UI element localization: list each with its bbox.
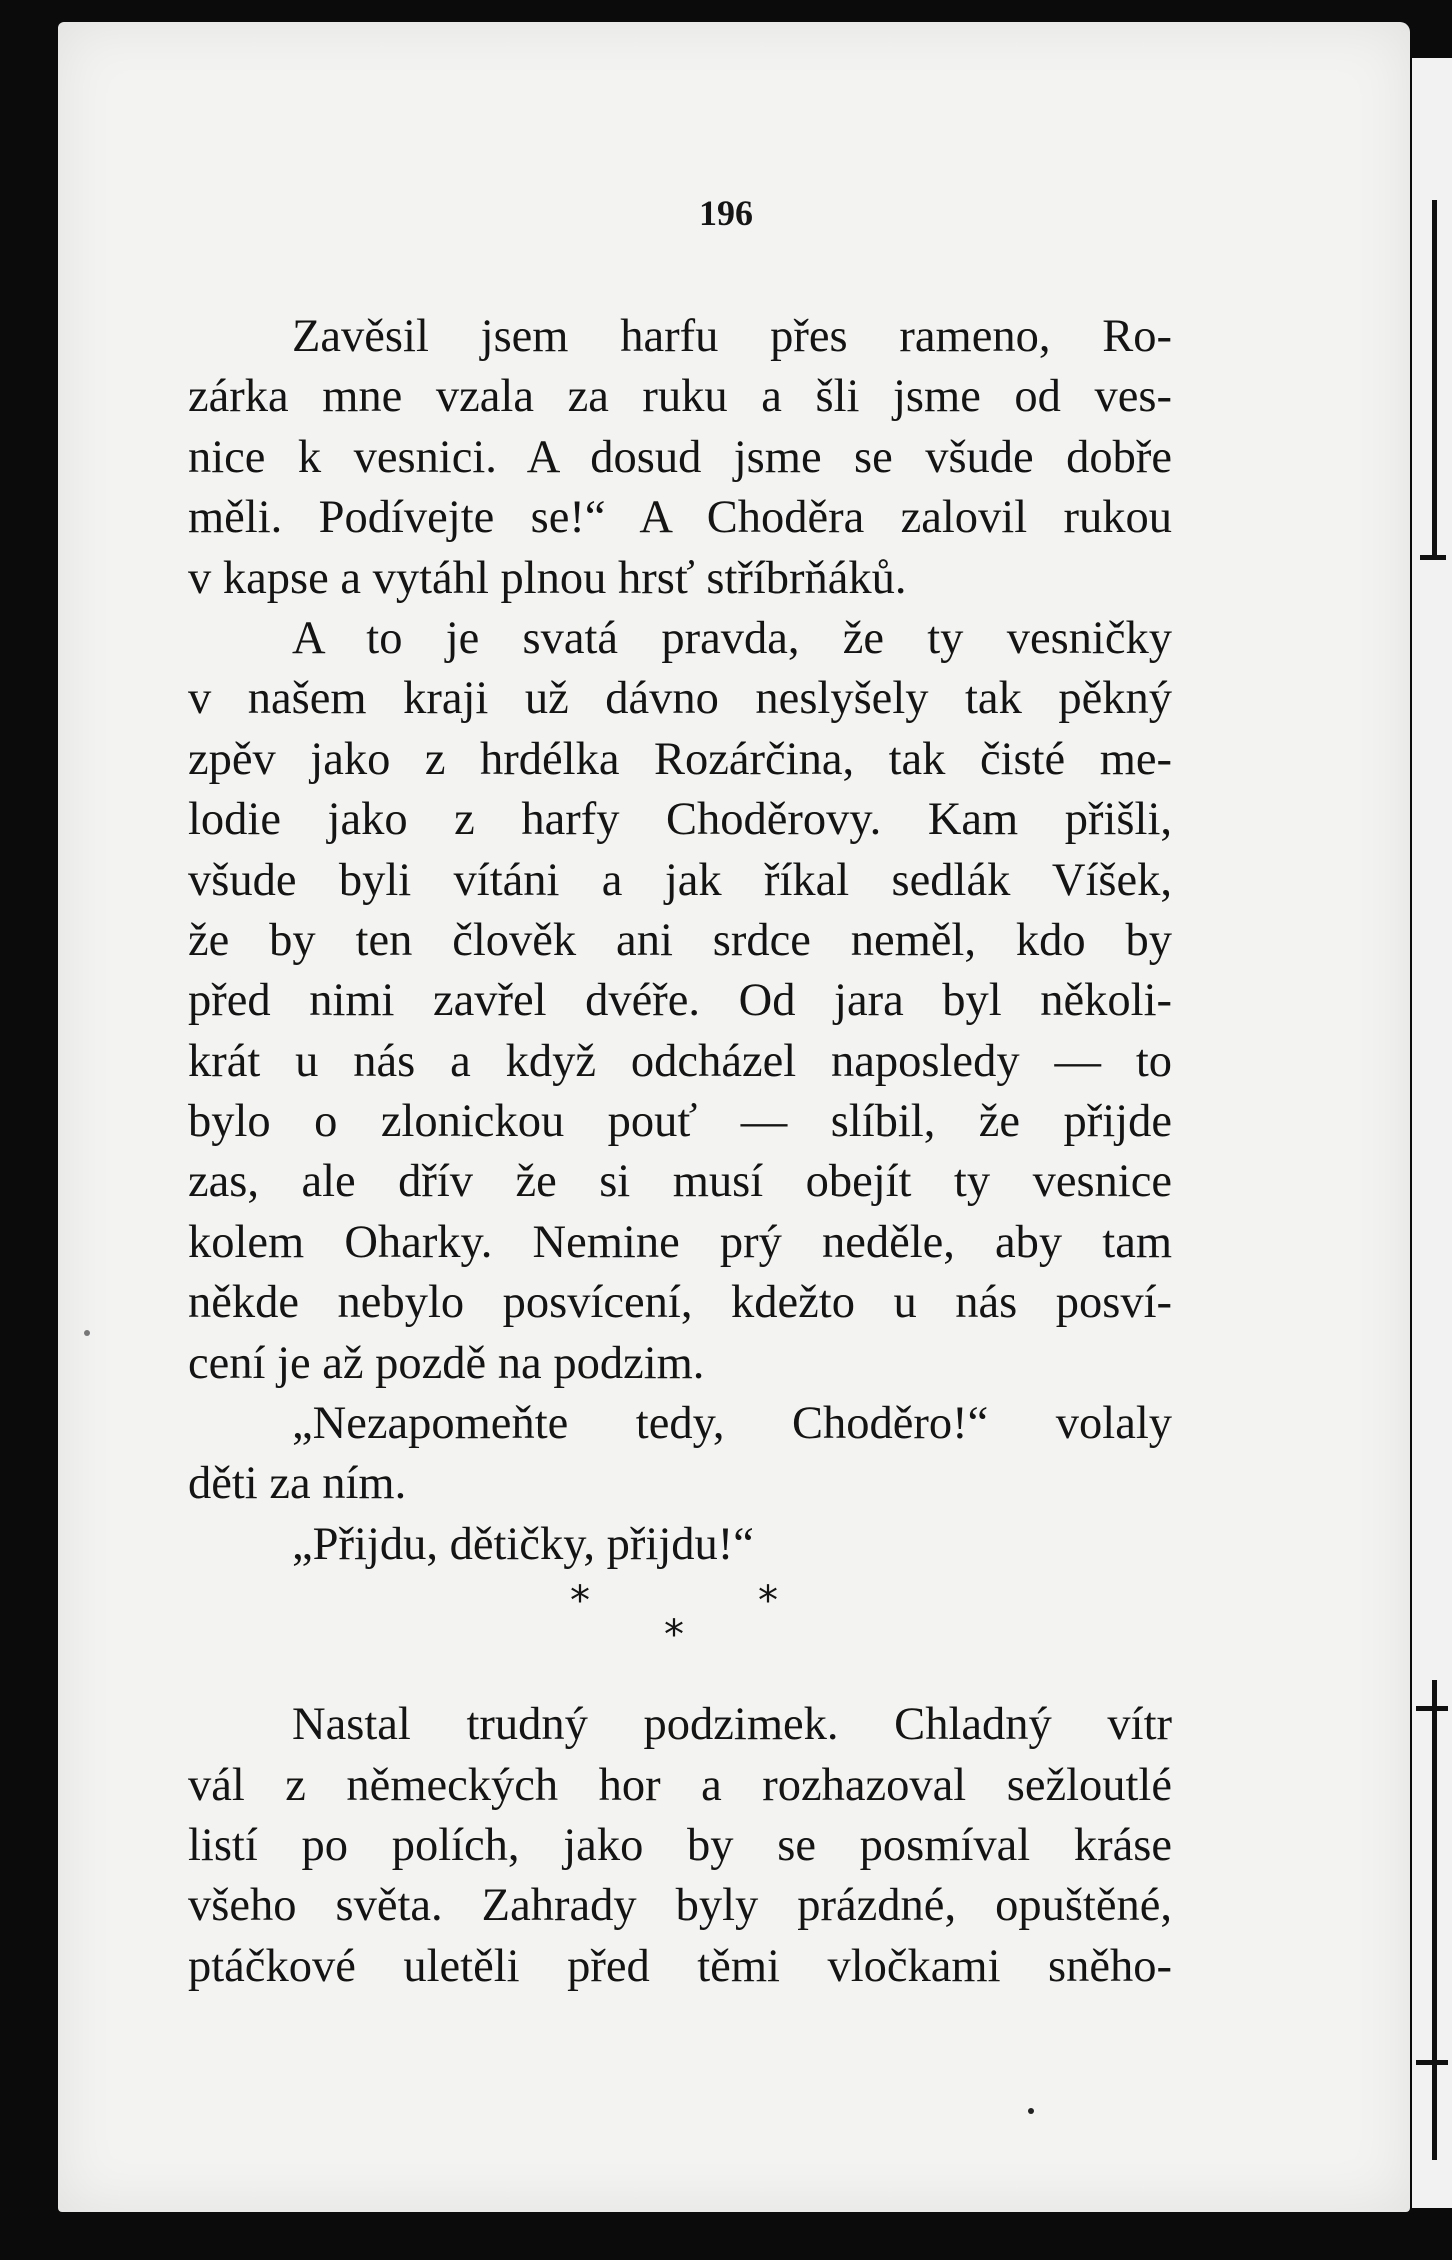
text-line: Nastal trudný podzimek. Chladný vítr xyxy=(292,1699,1172,1751)
separator-asterisk: * xyxy=(758,1578,778,1625)
text-line: nice k vesnici. A dosud jsme se všude dobře xyxy=(188,431,1172,483)
text-line: A to je svatá pravda, že ty vesničky xyxy=(292,612,1172,664)
text-line: bylo o zlonickou pouť — slíbil, že přijde xyxy=(188,1096,1172,1148)
text-line: zas, ale dřív že si musí obejít ty vesnice xyxy=(188,1156,1172,1208)
text-line: zpěv jako z hrdélka Rozárčina, tak čisté me- xyxy=(188,733,1172,785)
text-line: kolem Oharky. Nemine prý neděle, aby tam xyxy=(188,1216,1172,1268)
section-separator xyxy=(188,1575,1172,1695)
text-line: „Přijdu, dětičky, přijdu!“ xyxy=(292,1518,754,1570)
text-line: děti za ním. xyxy=(188,1458,407,1510)
text-line: krát u nás a když odcházel naposledy — to xyxy=(188,1035,1172,1087)
text-line: ptáčkové uletěli před těmi vločkami sněho- xyxy=(188,1940,1172,1992)
paper-speck xyxy=(1028,2108,1034,2114)
text-line: měli. Podívejte se!“ A Choděra zalovil rukou xyxy=(188,492,1172,544)
text-line: „Nezapomeňte tedy, Choděro!“ volaly xyxy=(292,1398,1172,1450)
text-line: vál z německých hor a rozhazoval sežloutlé xyxy=(188,1759,1172,1811)
text-line: někde nebylo posvícení, kdežto u nás posví- xyxy=(188,1277,1172,1329)
page-number: 196 xyxy=(699,193,753,233)
spine-binding-gap xyxy=(1426,560,1442,1680)
text-line: zárka mne vzala za ruku a šli jsme od ves- xyxy=(188,371,1172,423)
paper-speck xyxy=(84,1330,90,1336)
text-line: všude byli vítáni a jak říkal sedlák Víšek, xyxy=(188,854,1172,906)
spine-tick xyxy=(1416,1706,1448,1711)
body-text xyxy=(188,307,1172,1997)
text-line: všeho světa. Zahrady byly prázdné, opuštěné, xyxy=(188,1880,1172,1932)
spine-tick xyxy=(1416,2060,1448,2065)
text-line: Zavěsil jsem harfu přes rameno, Ro- xyxy=(292,311,1172,362)
text-line: listí po polích, jako by se posmíval kráse xyxy=(188,1819,1172,1871)
separator-asterisk: * xyxy=(664,1612,684,1659)
text-line: v našem kraji už dávno neslyšely tak pěkný xyxy=(188,673,1172,725)
text-line: cení je až pozdě na podzim. xyxy=(188,1337,705,1389)
separator-asterisk: * xyxy=(570,1578,590,1625)
spine-tick xyxy=(1420,555,1446,560)
text-line: před nimi zavřel dvéře. Od jara byl několi- xyxy=(188,975,1172,1027)
text-line: lodie jako z harfy Choděrovy. Kam přišli, xyxy=(188,794,1172,846)
text-line: že by ten člověk ani srdce neměl, kdo by xyxy=(188,914,1172,966)
text-line: v kapse a vytáhl plnou hrsť stříbrňáků. xyxy=(188,552,907,604)
